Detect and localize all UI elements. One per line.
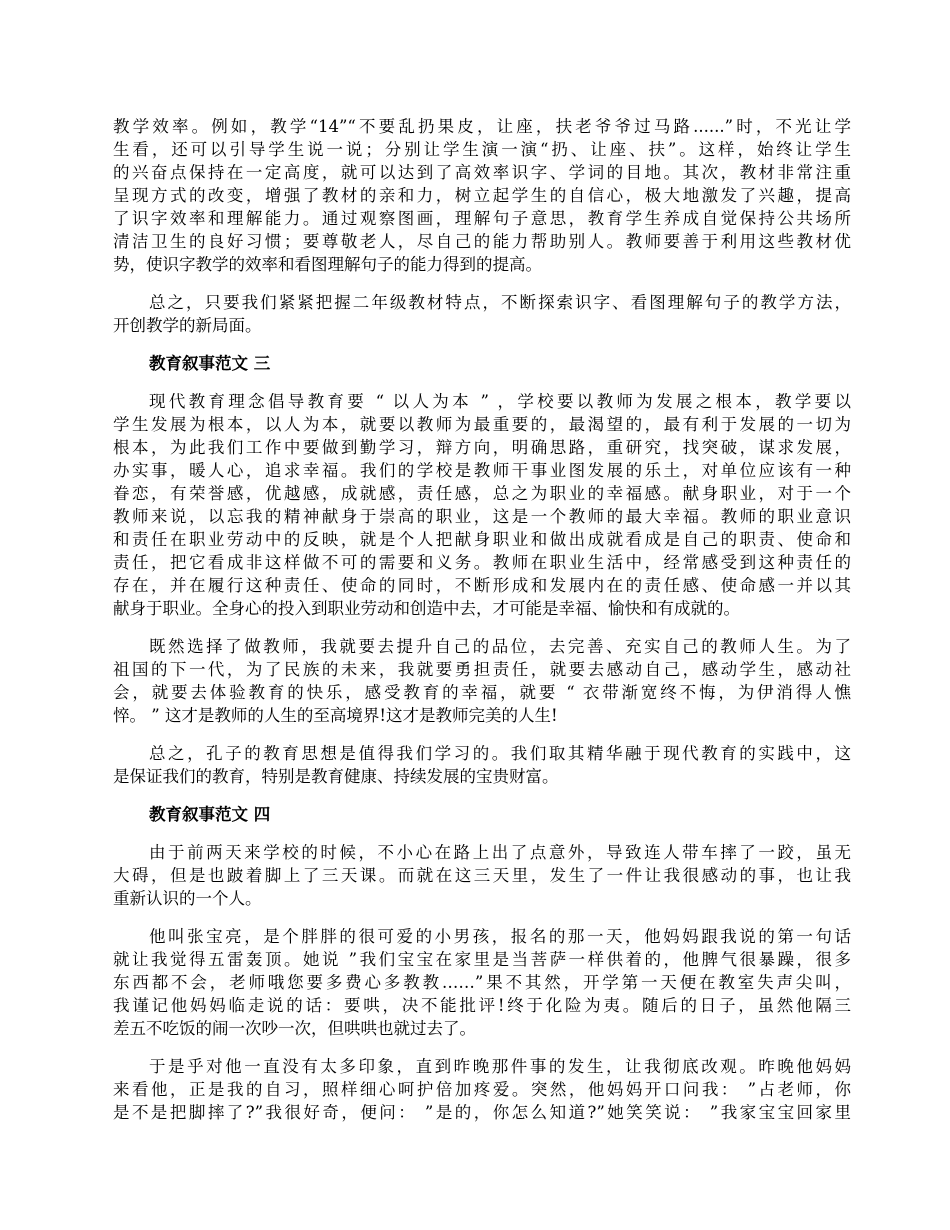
section-heading: 教育叙事范文 三 — [149, 354, 271, 373]
text-line: 的兴奋点保持在一定高度，就可以达到了高效率识字、学词的目地。其次，教材非常注重 — [113, 163, 851, 182]
paragraph — [113, 925, 851, 1040]
text-line: 开创教学的新局面。 — [113, 316, 262, 335]
text-line: 悴。 ” 这才是教师的人生的至高境界!这才是教师完美的人生! — [113, 706, 558, 725]
text-line: 总之，孔子的教育思想是值得我们学习的。我们取其精华融于现代教育的实践中，这 — [149, 744, 851, 763]
text-line: 根本，为此我们工作中要做到勤学习，辩方向，明确思路，重研究，找突破，谋求发展， — [113, 438, 851, 457]
text-line: 就让我觉得五雷轰顶。她说 ”我们宝宝在家里是当菩萨一样供着的，他脾气很暴躁，很多 — [113, 950, 851, 969]
paragraph — [113, 635, 851, 727]
paragraph — [113, 390, 851, 620]
text-line: 献身于职业。全身心的投入到职业劳动和创造中去，才可能是幸福、愉快和有成就的。 — [113, 599, 740, 618]
text-line: 是保证我们的教育，特别是教育健康、持续发展的宝贵财富。 — [113, 767, 559, 786]
text-line: 大碍，但是也跛着脚上了三天课。而就在这三天里，发生了一件让我很感动的事，也让我 — [113, 866, 851, 885]
paragraph — [113, 1055, 851, 1124]
text-line: 呈现方式的改变，增强了教材的亲和力，树立起学生的自信心，极大地激发了兴趣，提高 — [113, 186, 851, 205]
text-line: 我谨记他妈妈临走说的话：要哄，决不能批评!终于化险为夷。随后的日子，虽然他隔三 — [113, 996, 851, 1015]
text-line: 他叫张宝亮，是个胖胖的很可爱的小男孩，报名的那一天，他妈妈跟我说的第一句话 — [149, 927, 851, 946]
text-line: 办实事，暖人心，追求幸福。我们的学校是教师干事业图发展的乐土，对单位应该有一种 — [113, 461, 851, 480]
text-line: 重新认识的一个人。 — [113, 889, 262, 908]
text-line: 存在，并在履行这种责任、使命的同时，不断形成和发展内在的责任感、使命感一并以其 — [113, 576, 851, 595]
text-line: 由于前两天来学校的时候，不小心在路上出了点意外，导致连人带车摔了一跤，虽无 — [149, 843, 851, 862]
paragraph — [113, 115, 851, 276]
text-line: 既然选择了做教师，我就要去提升自己的品位，去完善、充实自己的教师人生。为了 — [149, 637, 851, 656]
document-page — [113, 115, 851, 1124]
text-line: 责任，把它看成非这样做不可的需要和义务。教师在职业生活中，经常感受到这种责任的 — [113, 553, 851, 572]
text-line: 了识字效率和理解能力。通过观察图画，理解句子意思，教育学生养成自觉保持公共场所 — [113, 209, 851, 228]
text-line: 来看他，正是我的自习，照样细心呵护倍加疼爱。突然，他妈妈开口问我： ”占老师，你 — [113, 1080, 851, 1099]
text-line: 现代教育理念倡导教育要 “ 以人为本 ” ，学校要以教师为发展之根本，教学要以 — [149, 392, 851, 411]
text-line: 学生发展为根本，以人为本，就要以教师为最重要的，最渴望的，最有利于发展的一切为 — [113, 415, 851, 434]
paragraph — [113, 742, 851, 788]
text-line: 和责任在职业劳动中的反映，就是个人把献身职业和做出成就看成是自己的职责、使命和 — [113, 530, 851, 549]
text-line: 生看，还可以引导学生说一说；分别让学生演一演“扔、让座、扶”。这样，始终让学生 — [113, 140, 851, 159]
text-line: 教学效率。例如，教学“14”“不要乱扔果皮，让座，扶老爷爷过马路......”时，不光让学 — [113, 117, 851, 136]
text-line: 眷恋，有荣誉感，优越感，成就感，责任感，总之为职业的幸福感。献身职业，对于一个 — [113, 484, 851, 503]
section-heading: 教育叙事范文 四 — [149, 805, 271, 824]
text-line: 祖国的下一代，为了民族的未来，我就要勇担责任，就要去感动自己，感动学生，感动社 — [113, 660, 851, 679]
paragraph — [113, 841, 851, 910]
paragraph — [113, 291, 851, 337]
text-line: 是不是把脚摔了?”我很好奇，便问： ”是的，你怎么知道?”她笑笑说： ”我家宝宝回家里 — [113, 1103, 851, 1122]
text-line: 势，使识字教学的效率和看图理解句子的能力得到的提高。 — [113, 255, 542, 274]
text-line: 于是乎对他一直没有太多印象，直到昨晚那件事的发生，让我彻底改观。昨晚他妈妈 — [149, 1057, 851, 1076]
text-line: 差五不吃饭的闹一次吵一次，但哄哄也就过去了。 — [113, 1019, 476, 1038]
text-line: 总之，只要我们紧紧把握二年级教材特点，不断探索识字、看图理解句子的教学方法， — [149, 293, 851, 312]
text-line: 东西都不会，老师哦您要多费心多教教……”果不其然，开学第一天便在教室失声尖叫， — [113, 973, 851, 992]
text-line: 清洁卫生的良好习惯；要尊敬老人，尽自己的能力帮助别人。教师要善于利用这些教材优 — [113, 232, 851, 251]
text-line: 会，就要去体验教育的快乐，感受教育的幸福，就要 “ 衣带渐宽终不悔，为伊消得人憔 — [113, 683, 851, 702]
text-line: 教师来说，以忘我的精神献身于崇高的职业，这是一个教师的最大幸福。教师的职业意识 — [113, 507, 851, 526]
